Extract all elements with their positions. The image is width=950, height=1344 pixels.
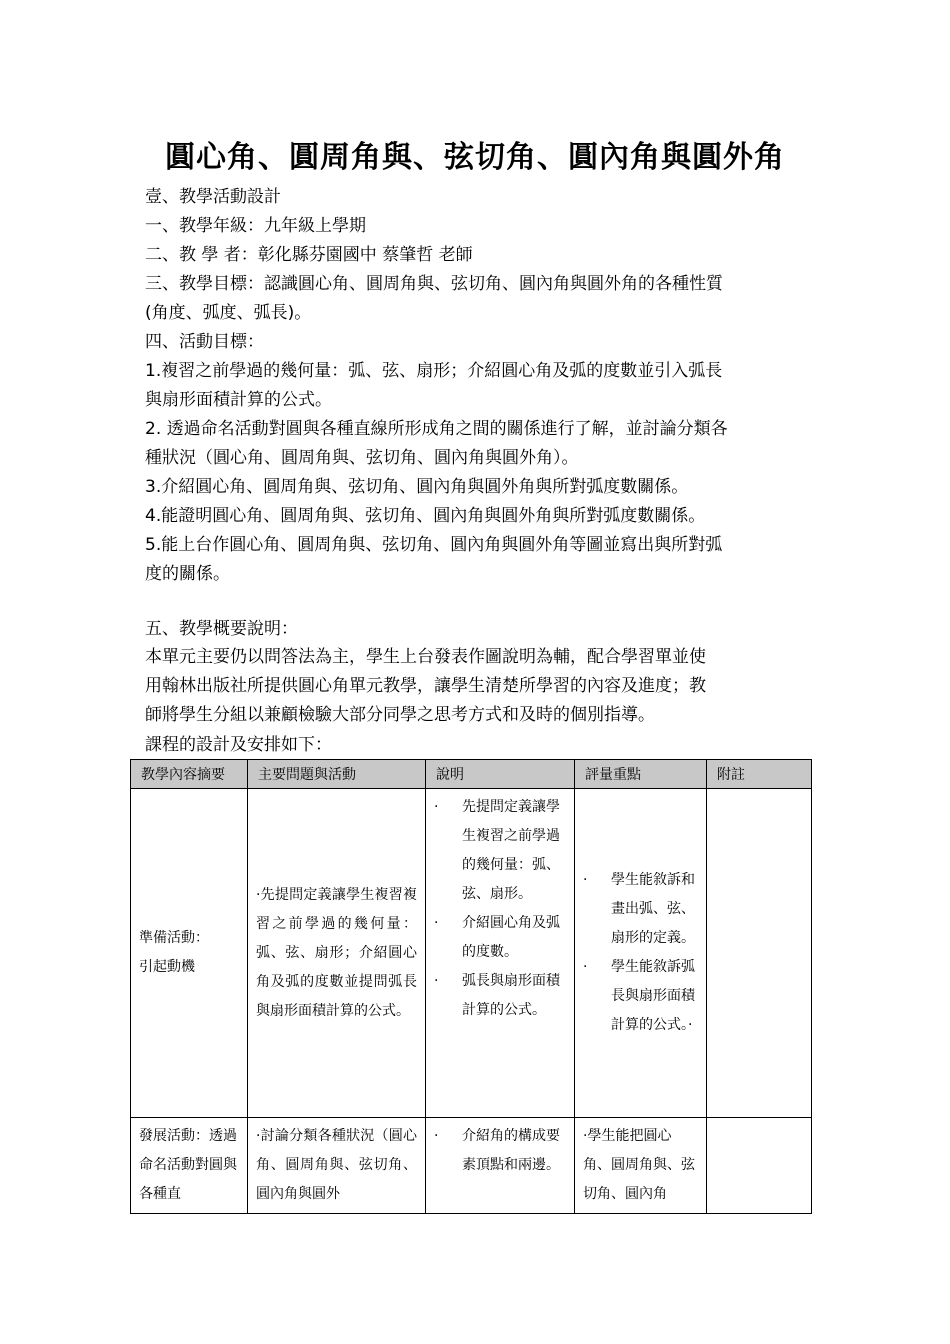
goal-1-cont: 與扇形面積計算的公式。 bbox=[145, 390, 332, 410]
overview-heading: 五、教學概要說明： bbox=[145, 619, 298, 639]
section-heading: 壹、教學活動設計 bbox=[145, 187, 281, 207]
header-assessment: 評量重點 bbox=[575, 760, 707, 789]
row1-notes bbox=[426, 789, 575, 1118]
row2-summary: 發展活動：透過命名活動對圓與各種直 bbox=[131, 1118, 248, 1214]
activity-heading: 四、活動目標： bbox=[145, 332, 264, 352]
list-item: · 介紹圓心角及弧的度數。 bbox=[434, 915, 560, 960]
goal-2: 2. 透過命名活動對圓與各種直線所形成角之間的關係進行了解，並討論分類各 bbox=[145, 419, 728, 439]
row2-assessment: ·學生能把圓心角、圓周角與、弦切角、圓內角 bbox=[575, 1118, 707, 1214]
goal-3: 3.介紹圓心角、圓周角與、弦切角、圓內角與圓外角與所對弧度數關係。 bbox=[145, 477, 689, 497]
row1-remark bbox=[707, 789, 812, 1118]
row1-assessment bbox=[575, 789, 707, 1118]
header-summary: 教學內容摘要 bbox=[131, 760, 248, 789]
table-header-row bbox=[131, 760, 833, 789]
row1-summary: 準備活動： 引起動機 bbox=[131, 789, 248, 1118]
overview-paragraph bbox=[145, 643, 805, 730]
row1-activity: ·先提問定義讓學生複習複習之前學過的幾何量：弧、弦、扇形；介紹圓心角及弧的度數並提問弧長與扇形面積計算的公式。 bbox=[248, 789, 426, 1118]
table-row bbox=[131, 789, 833, 1118]
row2-remark bbox=[707, 1118, 812, 1214]
overview-line: 本單元主要仍以問答法為主，學生上台發表作圖說明為輔，配合學習單並使 bbox=[145, 647, 706, 667]
document-title: 圓心角、圓周角與、弦切角、圓內角與圓外角 bbox=[165, 140, 785, 175]
schedule-intro: 課程的設計及安排如下： bbox=[145, 735, 332, 755]
objective-line: 三、教學目標：認識圓心角、圓周角與、弦切角、圓內角與圓外角的各種性質 bbox=[145, 274, 723, 294]
header-activity: 主要問題與活動 bbox=[248, 760, 426, 789]
overview-line: 師將學生分組以兼顧檢驗大部分同學之思考方式和及時的個別指導。 bbox=[145, 705, 655, 725]
table-row bbox=[131, 1118, 833, 1214]
list-item: · 介紹角的構成要素頂點和兩邊。 bbox=[434, 1128, 560, 1173]
grade-line: 一、教學年級：九年級上學期 bbox=[145, 216, 366, 236]
goal-4: 4.能證明圓心角、圓周角與、弦切角、圓內角與圓外角與所對弧度數關係。 bbox=[145, 506, 706, 526]
row2-notes bbox=[426, 1118, 575, 1214]
row2-activity: ·討論分類各種狀況（圓心角、圓周角與、弦切角、圓內角與圓外 bbox=[248, 1118, 426, 1214]
header-remark: 附註 bbox=[707, 760, 812, 789]
list-item: · 學生能敘訴弧長與扇形面積計算的公式。· bbox=[583, 959, 695, 1033]
goal-5: 5.能上台作圓心角、圓周角與、弦切角、圓內角與圓外角等圖並寫出與所對弧 bbox=[145, 535, 723, 555]
goal-2-cont: 種狀況（圓心角、圓周角與、弦切角、圓內角與圓外角）。 bbox=[145, 448, 579, 468]
goal-5-cont: 度的關係。 bbox=[145, 564, 230, 584]
goal-1: 1.複習之前學過的幾何量：弧、弦、扇形；介紹圓心角及弧的度數並引入弧長 bbox=[145, 361, 723, 381]
objective-line-cont: (角度、弧度、弧長)。 bbox=[145, 303, 312, 323]
list-item: · 學生能敘訴和畫出弧、弦、扇形的定義。 bbox=[583, 872, 695, 946]
intro-section bbox=[145, 183, 805, 589]
teacher-line: 二、教 學 者：彰化縣芬園國中 蔡肇哲 老師 bbox=[145, 245, 473, 265]
list-item: · 弧長與扇形面積計算的公式。 bbox=[434, 973, 560, 1018]
header-notes: 說明 bbox=[426, 760, 575, 789]
list-item: · 先提問定義讓學生複習之前學過的幾何量：弧、弦、扇形。 bbox=[434, 799, 560, 902]
overview-line: 用翰林出版社所提供圓心角單元教學，讓學生清楚所學習的內容及進度；教 bbox=[145, 676, 706, 696]
lesson-plan-table bbox=[130, 759, 833, 1214]
